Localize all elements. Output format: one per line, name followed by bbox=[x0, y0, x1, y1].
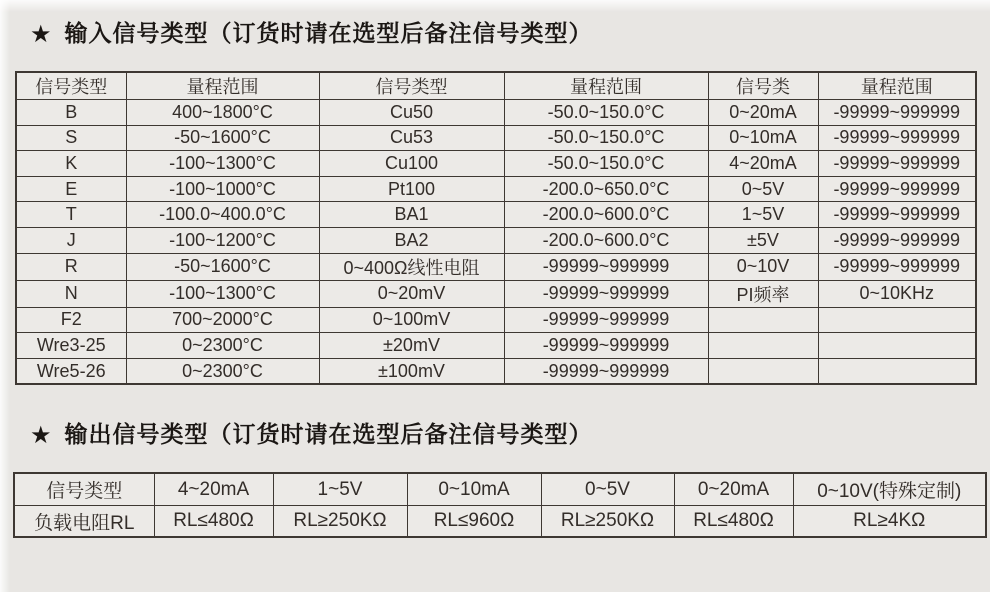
column-header: 量程范围 bbox=[818, 72, 976, 100]
table-row bbox=[16, 307, 976, 333]
table-cell: PI频率 bbox=[708, 280, 818, 307]
table-cell: T bbox=[16, 202, 126, 228]
input-signal-section-title bbox=[30, 15, 990, 48]
table-cell: E bbox=[16, 176, 126, 202]
table-row bbox=[16, 202, 976, 228]
table-cell: 0~5V bbox=[541, 473, 674, 505]
table-row bbox=[16, 176, 976, 202]
table-cell: Wre3-25 bbox=[16, 333, 126, 359]
table-cell: ±100mV bbox=[319, 358, 504, 384]
column-header: 信号类型 bbox=[16, 72, 126, 100]
table-cell: B bbox=[16, 100, 126, 126]
table-cell: K bbox=[16, 151, 126, 177]
table-cell: -50~1600°C bbox=[126, 253, 319, 280]
table-cell: 1~5V bbox=[273, 473, 407, 505]
column-header: 信号类型 bbox=[319, 72, 504, 100]
table-cell: RL≤480Ω bbox=[674, 505, 793, 537]
table-cell: Wre5-26 bbox=[16, 358, 126, 384]
table-cell: -50.0~150.0°C bbox=[504, 125, 708, 151]
table-cell: RL≤960Ω bbox=[407, 505, 541, 537]
table-row bbox=[16, 253, 976, 280]
table-cell: -100~1300°C bbox=[126, 151, 319, 177]
table-row bbox=[16, 125, 976, 151]
table-cell: -100~1000°C bbox=[126, 176, 319, 202]
table-cell bbox=[708, 333, 818, 359]
table-cell: -100~1300°C bbox=[126, 280, 319, 307]
table-cell: RL≤480Ω bbox=[154, 505, 273, 537]
table-cell: F2 bbox=[16, 307, 126, 333]
input-signal-title-text: 输入信号类型（订货时请在选型后备注信号类型） bbox=[64, 20, 593, 46]
table-cell bbox=[708, 307, 818, 333]
table-cell bbox=[708, 358, 818, 384]
table-cell: -99999~999999 bbox=[818, 253, 976, 280]
table-cell: Cu100 bbox=[319, 151, 504, 177]
table-row bbox=[16, 280, 976, 307]
table-cell bbox=[818, 333, 976, 359]
table-cell: 0~10mA bbox=[708, 125, 818, 151]
table-cell: 0~10mA bbox=[407, 473, 541, 505]
star-icon: ★ bbox=[30, 422, 53, 450]
table-cell: Pt100 bbox=[319, 176, 504, 202]
table-cell: 0~20mA bbox=[708, 100, 818, 126]
output-signal-title-text: 输出信号类型（订货时请在选型后备注信号类型） bbox=[64, 421, 593, 448]
table-cell: -99999~999999 bbox=[504, 253, 708, 280]
table-cell: -200.0~650.0°C bbox=[504, 176, 708, 202]
table-cell: -99999~999999 bbox=[818, 176, 976, 202]
table-cell: RL≥250KΩ bbox=[541, 505, 674, 537]
table-cell: 0~100mV bbox=[319, 307, 504, 333]
table-cell: 0~10KHz bbox=[818, 280, 976, 307]
table-cell: 0~400Ω线性电阻 bbox=[319, 253, 504, 280]
table-cell: -200.0~600.0°C bbox=[504, 202, 708, 228]
table-row bbox=[16, 333, 976, 359]
table-cell: 0~5V bbox=[708, 176, 818, 202]
table-row bbox=[16, 100, 976, 126]
table-cell: 0~2300°C bbox=[126, 333, 319, 359]
table-cell: -99999~999999 bbox=[504, 358, 708, 384]
table-cell: 0~20mA bbox=[674, 473, 793, 505]
table-cell: 700~2000°C bbox=[126, 307, 319, 333]
output-signal-table bbox=[13, 472, 987, 538]
table-cell: 4~20mA bbox=[154, 473, 273, 505]
table-cell: S bbox=[16, 125, 126, 151]
table-cell: 0~10V(特殊定制) bbox=[793, 473, 986, 505]
table-row bbox=[16, 227, 976, 253]
output-signal-section-title bbox=[30, 416, 990, 449]
table-cell: ±20mV bbox=[319, 333, 504, 359]
column-header: 信号类 bbox=[708, 72, 818, 100]
table-cell: Cu53 bbox=[319, 125, 504, 151]
table-cell: -99999~999999 bbox=[818, 151, 976, 177]
table-cell: 4~20mA bbox=[708, 151, 818, 177]
table-cell: R bbox=[16, 253, 126, 280]
row-header: 信号类型 bbox=[14, 473, 154, 505]
table-cell bbox=[818, 307, 976, 333]
input-signal-table bbox=[15, 71, 977, 385]
table-cell: -99999~999999 bbox=[818, 125, 976, 151]
row-header: 负载电阻RL bbox=[14, 505, 154, 537]
table-cell: -99999~999999 bbox=[818, 202, 976, 228]
table-cell: -99999~999999 bbox=[818, 227, 976, 253]
table-cell: -100~1200°C bbox=[126, 227, 319, 253]
table-cell: N bbox=[16, 280, 126, 307]
input-table-header-row bbox=[16, 72, 976, 100]
table-cell: -99999~999999 bbox=[504, 280, 708, 307]
table-cell: J bbox=[16, 227, 126, 253]
star-icon: ★ bbox=[30, 21, 53, 48]
table-cell bbox=[818, 358, 976, 384]
table-cell: Cu50 bbox=[319, 100, 504, 126]
table-cell: -100.0~400.0°C bbox=[126, 202, 319, 228]
table-cell: 0~2300°C bbox=[126, 358, 319, 384]
output-table-load-row bbox=[14, 505, 986, 537]
column-header: 量程范围 bbox=[126, 72, 319, 100]
table-cell: -50.0~150.0°C bbox=[504, 100, 708, 126]
table-cell: 0~20mV bbox=[319, 280, 504, 307]
table-cell: 0~10V bbox=[708, 253, 818, 280]
column-header: 量程范围 bbox=[504, 72, 708, 100]
table-cell: RL≥250KΩ bbox=[273, 505, 407, 537]
table-cell: BA2 bbox=[319, 227, 504, 253]
table-cell: -50~1600°C bbox=[126, 125, 319, 151]
table-cell: -200.0~600.0°C bbox=[504, 227, 708, 253]
table-cell: -50.0~150.0°C bbox=[504, 151, 708, 177]
table-row bbox=[16, 358, 976, 384]
table-cell: 400~1800°C bbox=[126, 100, 319, 126]
output-table-signal-row bbox=[14, 473, 986, 505]
table-cell: ±5V bbox=[708, 227, 818, 253]
table-cell: -99999~999999 bbox=[818, 100, 976, 126]
table-row bbox=[16, 151, 976, 177]
table-cell: BA1 bbox=[319, 202, 504, 228]
table-cell: RL≥4KΩ bbox=[793, 505, 986, 537]
table-cell: -99999~999999 bbox=[504, 333, 708, 359]
table-cell: -99999~999999 bbox=[504, 307, 708, 333]
table-cell: 1~5V bbox=[708, 202, 818, 228]
